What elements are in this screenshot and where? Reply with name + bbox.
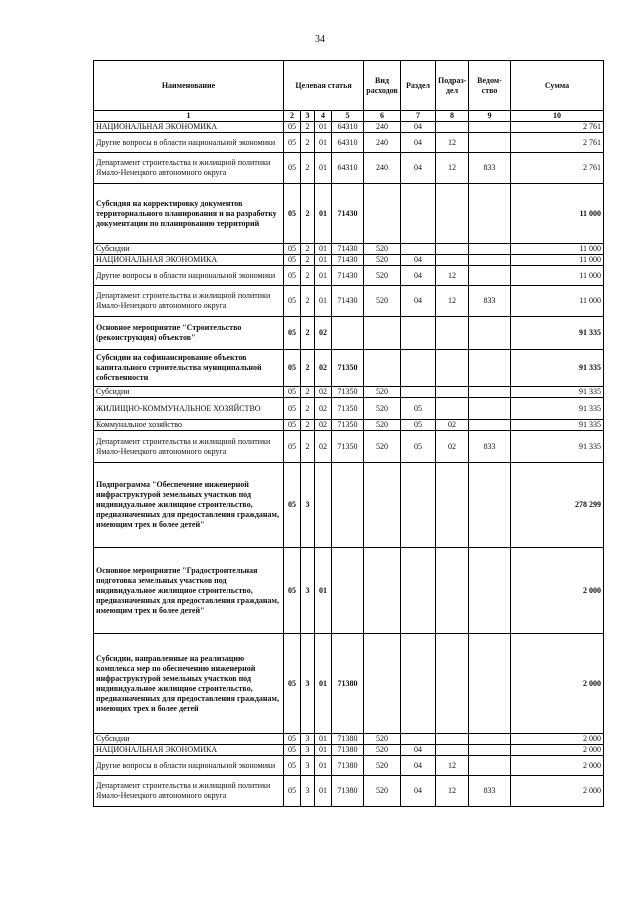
table-row — [94, 122, 604, 133]
row-subprogram: 3 — [301, 634, 315, 734]
row-section: 04 — [401, 776, 436, 807]
row-expense-type: 520 — [364, 266, 401, 286]
row-subprogram: 2 — [301, 133, 315, 153]
row-subsection — [436, 398, 469, 420]
row-subprogram: 2 — [301, 244, 315, 255]
row-subprogram: 2 — [301, 255, 315, 266]
row-name: Субсидии на софинансирование объектов капитального строительства муниципальной собственности — [94, 350, 284, 387]
row-section: 05 — [401, 398, 436, 420]
row-event: 01 — [315, 776, 332, 807]
column-number: 2 — [284, 111, 301, 122]
row-sum: 91 335 — [511, 431, 604, 463]
row-subsection — [436, 634, 469, 734]
header-name: Наименование — [94, 61, 284, 111]
row-department — [469, 133, 511, 153]
row-name: Коммунальное хозяйство — [94, 420, 284, 431]
row-program: 05 — [284, 255, 301, 266]
row-direction: 71430 — [332, 255, 364, 266]
row-subprogram: 3 — [301, 734, 315, 745]
row-subprogram: 2 — [301, 387, 315, 398]
row-subsection: 12 — [436, 776, 469, 807]
row-program: 05 — [284, 184, 301, 244]
row-expense-type — [364, 463, 401, 548]
row-section: 04 — [401, 153, 436, 184]
row-subsection — [436, 122, 469, 133]
row-program: 05 — [284, 745, 301, 756]
row-subprogram: 2 — [301, 431, 315, 463]
row-direction — [332, 463, 364, 548]
row-subprogram: 2 — [301, 122, 315, 133]
table-row — [94, 255, 604, 266]
row-subprogram: 2 — [301, 317, 315, 350]
row-direction: 71380 — [332, 756, 364, 776]
row-section: 04 — [401, 286, 436, 317]
row-department — [469, 122, 511, 133]
row-expense-type: 240 — [364, 153, 401, 184]
column-number: 8 — [436, 111, 469, 122]
row-name: Другие вопросы в области национальной экономики — [94, 133, 284, 153]
row-sum: 11 000 — [511, 184, 604, 244]
row-subprogram: 2 — [301, 350, 315, 387]
row-program: 05 — [284, 244, 301, 255]
row-section: 04 — [401, 133, 436, 153]
row-program: 05 — [284, 463, 301, 548]
row-department: 833 — [469, 153, 511, 184]
row-subprogram: 3 — [301, 776, 315, 807]
row-subsection — [436, 350, 469, 387]
row-name: Департамент строительства и жилищной политики Ямало-Ненецкого автономного округа — [94, 776, 284, 807]
row-name: Субсидии, направленные на реализацию комплекса мер по обеспечению инженерной инфраструктурой земельных участков под индивидуальное жилищное строительство, предназначенных для предоставления гражданам, имеющих трех и более детей — [94, 634, 284, 734]
row-program: 05 — [284, 122, 301, 133]
row-program: 05 — [284, 317, 301, 350]
column-number: 3 — [301, 111, 315, 122]
row-department — [469, 244, 511, 255]
column-number: 5 — [332, 111, 364, 122]
row-direction: 71350 — [332, 431, 364, 463]
row-section — [401, 634, 436, 734]
row-subsection — [436, 387, 469, 398]
row-event: 01 — [315, 133, 332, 153]
row-sum: 2 000 — [511, 548, 604, 634]
row-event: 01 — [315, 244, 332, 255]
row-subprogram: 3 — [301, 548, 315, 634]
row-expense-type: 520 — [364, 734, 401, 745]
row-direction: 71430 — [332, 286, 364, 317]
row-subprogram: 2 — [301, 420, 315, 431]
row-subsection — [436, 548, 469, 634]
header-department: Ведом-ство — [469, 61, 511, 111]
row-name: Другие вопросы в области национальной экономики — [94, 266, 284, 286]
row-program: 05 — [284, 734, 301, 745]
row-direction — [332, 317, 364, 350]
row-sum: 11 000 — [511, 286, 604, 317]
row-subsection: 12 — [436, 266, 469, 286]
row-sum: 2 761 — [511, 153, 604, 184]
row-expense-type: 520 — [364, 756, 401, 776]
row-section — [401, 387, 436, 398]
row-department: 833 — [469, 286, 511, 317]
column-number: 1 — [94, 111, 284, 122]
row-name: ЖИЛИЩНО-КОММУНАЛЬНОЕ ХОЗЯЙСТВО — [94, 398, 284, 420]
table-row — [94, 745, 604, 756]
row-subsection — [436, 255, 469, 266]
row-sum: 278 299 — [511, 463, 604, 548]
row-program: 05 — [284, 756, 301, 776]
row-department — [469, 734, 511, 745]
row-subsection: 12 — [436, 756, 469, 776]
row-subsection — [436, 317, 469, 350]
row-subsection: 02 — [436, 420, 469, 431]
row-sum: 2 000 — [511, 776, 604, 807]
row-subprogram: 2 — [301, 286, 315, 317]
column-number: 10 — [511, 111, 604, 122]
row-department: 833 — [469, 776, 511, 807]
row-name: НАЦИОНАЛЬНАЯ ЭКОНОМИКА — [94, 122, 284, 133]
table-row — [94, 266, 604, 286]
table-row — [94, 756, 604, 776]
row-subprogram: 2 — [301, 398, 315, 420]
row-direction: 64310 — [332, 133, 364, 153]
row-department — [469, 745, 511, 756]
row-subprogram: 2 — [301, 266, 315, 286]
row-section: 04 — [401, 266, 436, 286]
table-row — [94, 133, 604, 153]
row-event: 01 — [315, 756, 332, 776]
row-event: 01 — [315, 634, 332, 734]
row-event: 02 — [315, 420, 332, 431]
row-subprogram: 3 — [301, 463, 315, 548]
row-name: Департамент строительства и жилищной политики Ямало-Ненецкого автономного округа — [94, 286, 284, 317]
row-section — [401, 317, 436, 350]
table-row — [94, 317, 604, 350]
row-sum: 11 000 — [511, 266, 604, 286]
row-subsection — [436, 734, 469, 745]
row-direction: 64310 — [332, 153, 364, 184]
row-sum: 2 000 — [511, 756, 604, 776]
row-department — [469, 387, 511, 398]
table-row — [94, 244, 604, 255]
row-expense-type: 520 — [364, 745, 401, 756]
row-name: НАЦИОНАЛЬНАЯ ЭКОНОМИКА — [94, 255, 284, 266]
row-name: НАЦИОНАЛЬНАЯ ЭКОНОМИКА — [94, 745, 284, 756]
row-subprogram: 3 — [301, 745, 315, 756]
row-event: 02 — [315, 317, 332, 350]
row-department — [469, 756, 511, 776]
row-subsection — [436, 463, 469, 548]
column-number-row — [94, 111, 604, 122]
row-department — [469, 634, 511, 734]
row-direction: 71380 — [332, 634, 364, 734]
row-direction: 71380 — [332, 745, 364, 756]
row-event: 01 — [315, 266, 332, 286]
row-name: Департамент строительства и жилищной политики Ямало-Ненецкого автономного округа — [94, 153, 284, 184]
row-program: 05 — [284, 387, 301, 398]
row-section — [401, 350, 436, 387]
row-event: 02 — [315, 398, 332, 420]
row-direction: 71430 — [332, 266, 364, 286]
row-sum: 2 761 — [511, 122, 604, 133]
row-department — [469, 350, 511, 387]
row-sum: 11 000 — [511, 244, 604, 255]
row-event: 01 — [315, 734, 332, 745]
header-target-article: Целевая статья — [284, 61, 364, 111]
row-sum: 2 000 — [511, 734, 604, 745]
row-department — [469, 420, 511, 431]
row-sum: 91 335 — [511, 350, 604, 387]
table-row — [94, 350, 604, 387]
table-row — [94, 387, 604, 398]
table-row — [94, 431, 604, 463]
row-sum: 2 000 — [511, 745, 604, 756]
row-expense-type: 520 — [364, 255, 401, 266]
row-name: Субсидии — [94, 734, 284, 745]
row-department — [469, 317, 511, 350]
row-sum: 11 000 — [511, 255, 604, 266]
row-expense-type: 520 — [364, 431, 401, 463]
header-row — [94, 61, 604, 111]
row-event: 01 — [315, 255, 332, 266]
row-event: 01 — [315, 122, 332, 133]
row-name: Основное мероприятие "Градостроительная подготовка земельных участков под индивидуальное жилищное строительство, предназначенных для предоставления гражданам, имеющим трех и более детей" — [94, 548, 284, 634]
row-expense-type — [364, 548, 401, 634]
row-section — [401, 548, 436, 634]
row-event: 01 — [315, 184, 332, 244]
row-event — [315, 463, 332, 548]
row-expense-type: 240 — [364, 122, 401, 133]
row-event: 02 — [315, 350, 332, 387]
row-section — [401, 244, 436, 255]
table-row — [94, 153, 604, 184]
row-name: Основное мероприятие "Строительство (реконструкция) объектов" — [94, 317, 284, 350]
row-expense-type: 520 — [364, 776, 401, 807]
row-subsection: 02 — [436, 431, 469, 463]
table-row — [94, 776, 604, 807]
row-program: 05 — [284, 634, 301, 734]
row-department — [469, 184, 511, 244]
row-name: Подпрограмма "Обеспечение инженерной инфраструктурой земельных участков под индивидуальное жилищное строительство, предназначенных для предоставления гражданам, имеющим трех и более детей" — [94, 463, 284, 548]
row-subsection: 12 — [436, 286, 469, 317]
row-program: 05 — [284, 133, 301, 153]
row-name: Субсидии — [94, 387, 284, 398]
header-section: Раздел — [401, 61, 436, 111]
row-direction: 71350 — [332, 420, 364, 431]
row-subsection — [436, 244, 469, 255]
row-event: 01 — [315, 286, 332, 317]
row-sum: 91 335 — [511, 398, 604, 420]
table-row — [94, 286, 604, 317]
table-row — [94, 463, 604, 548]
row-sum: 91 335 — [511, 387, 604, 398]
budget-table — [93, 60, 604, 807]
row-event: 01 — [315, 153, 332, 184]
row-event: 01 — [315, 745, 332, 756]
row-name: Субсидия на корректировку документов территориального планирования и на разработку документации по планированию территорий — [94, 184, 284, 244]
row-subprogram: 2 — [301, 153, 315, 184]
row-section: 04 — [401, 255, 436, 266]
row-subsection — [436, 184, 469, 244]
table-row — [94, 634, 604, 734]
row-direction: 71380 — [332, 734, 364, 745]
row-expense-type — [364, 184, 401, 244]
row-expense-type: 520 — [364, 420, 401, 431]
row-department — [469, 266, 511, 286]
row-direction: 71430 — [332, 244, 364, 255]
row-expense-type: 520 — [364, 387, 401, 398]
row-expense-type — [364, 350, 401, 387]
row-direction: 71430 — [332, 184, 364, 244]
row-section: 04 — [401, 756, 436, 776]
row-section — [401, 463, 436, 548]
header-subsection: Подраз-дел — [436, 61, 469, 111]
row-direction: 71350 — [332, 387, 364, 398]
row-direction: 71350 — [332, 398, 364, 420]
row-department — [469, 398, 511, 420]
row-expense-type: 520 — [364, 286, 401, 317]
row-expense-type: 520 — [364, 244, 401, 255]
row-expense-type: 520 — [364, 398, 401, 420]
row-program: 05 — [284, 776, 301, 807]
row-expense-type — [364, 634, 401, 734]
row-department — [469, 255, 511, 266]
table-row — [94, 398, 604, 420]
row-program: 05 — [284, 548, 301, 634]
row-name: Субсидии — [94, 244, 284, 255]
row-department — [469, 548, 511, 634]
page-number: 34 — [315, 34, 325, 45]
row-program: 05 — [284, 431, 301, 463]
table-row — [94, 548, 604, 634]
column-number: 6 — [364, 111, 401, 122]
row-program: 05 — [284, 266, 301, 286]
row-program: 05 — [284, 153, 301, 184]
row-section: 04 — [401, 122, 436, 133]
row-section — [401, 734, 436, 745]
row-sum: 91 335 — [511, 420, 604, 431]
column-number: 7 — [401, 111, 436, 122]
column-number: 4 — [315, 111, 332, 122]
row-expense-type — [364, 317, 401, 350]
row-program: 05 — [284, 286, 301, 317]
row-program: 05 — [284, 398, 301, 420]
row-expense-type: 240 — [364, 133, 401, 153]
row-event: 01 — [315, 548, 332, 634]
row-program: 05 — [284, 420, 301, 431]
row-event: 02 — [315, 387, 332, 398]
row-direction: 71380 — [332, 776, 364, 807]
row-sum: 2 000 — [511, 634, 604, 734]
row-section: 05 — [401, 431, 436, 463]
row-department: 833 — [469, 431, 511, 463]
row-name: Другие вопросы в области национальной экономики — [94, 756, 284, 776]
row-program: 05 — [284, 350, 301, 387]
row-subsection: 12 — [436, 133, 469, 153]
row-sum: 91 335 — [511, 317, 604, 350]
table-row — [94, 420, 604, 431]
row-name: Департамент строительства и жилищной политики Ямало-Ненецкого автономного округа — [94, 431, 284, 463]
row-section — [401, 184, 436, 244]
row-section: 05 — [401, 420, 436, 431]
row-department — [469, 463, 511, 548]
row-direction — [332, 548, 364, 634]
row-direction: 64310 — [332, 122, 364, 133]
row-subprogram: 2 — [301, 184, 315, 244]
row-section: 04 — [401, 745, 436, 756]
row-subsection: 12 — [436, 153, 469, 184]
table-row — [94, 184, 604, 244]
table-row — [94, 734, 604, 745]
header-expense-type: Вид расходов — [364, 61, 401, 111]
row-event: 02 — [315, 431, 332, 463]
row-subsection — [436, 745, 469, 756]
header-sum: Сумма — [511, 61, 604, 111]
column-number: 9 — [469, 111, 511, 122]
row-subprogram: 3 — [301, 756, 315, 776]
row-sum: 2 761 — [511, 133, 604, 153]
row-direction: 71350 — [332, 350, 364, 387]
